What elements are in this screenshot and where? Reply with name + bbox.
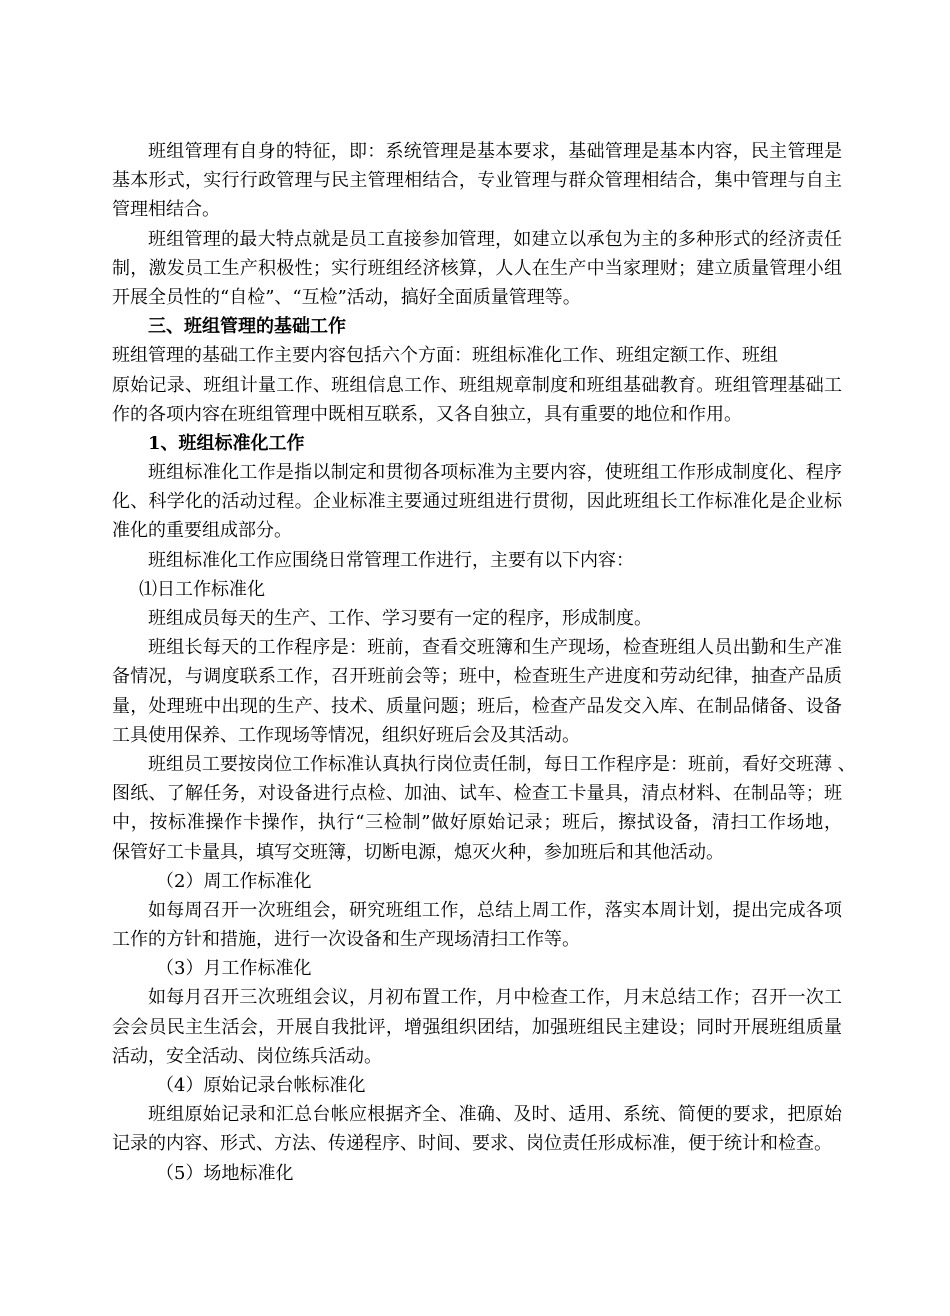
paragraph-line: 班组原始记录和汇总台帐应根据齐全、准确、及时、适用、系统、简便的要求，把原始 xyxy=(148,1104,842,1126)
paragraph-line: 会会员民主生活会，开展自我批评，增强组织团结，加强班组民主建设；同时开展班组质量 xyxy=(112,1016,842,1038)
item-heading: （4）原始记录台帐标准化 xyxy=(156,1075,366,1096)
paragraph-line: 活动，安全活动、岗位练兵活动。 xyxy=(112,1045,382,1067)
paragraph-line: 图纸、了解任务，对设备进行点检、加油、试车、检查工卡量具，清点材料、在制品等；班 xyxy=(112,783,842,805)
paragraph-line: 记录的内容、形式、方法、传递程序、时间、要求、岗位责任形成标准，便于统计和检查。 xyxy=(112,1133,832,1155)
section-heading: 三、班组管理的基础工作 xyxy=(148,316,346,338)
paragraph-line: 准化的重要组成部分。 xyxy=(112,520,292,542)
paragraph-line: 班组标准化工作应围绕日常管理工作进行，主要有以下内容： xyxy=(148,549,634,571)
paragraph-line: 班组标准化工作是指以制定和贯彻各项标准为主要内容，使班组工作形成制度化、程序 xyxy=(148,462,842,484)
item-heading: （2）周工作标准化 xyxy=(156,870,312,892)
paragraph-line: 班组管理有自身的特征，即：系统管理是基本要求，基础管理是基本内容，民主管理是 xyxy=(148,141,842,162)
paragraph-line: 基本形式，实行行政管理与民主管理相结合，专业管理与群众管理相结合，集中管理与自主 xyxy=(112,170,842,192)
paragraph-line: 如每周召开一次班组会，研究班组工作，总结上周工作，落实本周计划，提出完成各项 xyxy=(148,899,842,921)
paragraph-line: 开展全员性的“自检”、“互检”活动，搞好全面质量管理等。 xyxy=(112,286,581,308)
paragraph-line: 如每月召开三次班组会议，月初布置工作，月中检查工作，月末总结工作；召开一次工 xyxy=(148,987,842,1009)
paragraph-line: 作的各项内容在班组管理中既相互联系，又各自独立，具有重要的地位和作用。 xyxy=(112,403,742,425)
paragraph-line: 保管好工卡量具，填写交班簿，切断电源，熄灭火种，参加班后和其他活动。 xyxy=(112,841,724,863)
paragraph-line: 班组管理的基础工作主要内容包括六个方面：班组标准化工作、班组定额工作、班组 xyxy=(112,345,778,367)
item-heading: ⑴日工作标准化 xyxy=(139,578,265,600)
paragraph-line: 班组长每天的工作程序是：班前，查看交班簿和生产现场，检查班组人员出勤和生产准 xyxy=(148,637,842,659)
paragraph-line: 原始记录、班组计量工作、班组信息工作、班组规章制度和班组基础教育。班组管理基础工 xyxy=(112,374,842,396)
item-heading: （3）月工作标准化 xyxy=(156,958,312,980)
document-body xyxy=(112,137,856,1188)
paragraph-line: 化、科学化的活动过程。企业标准主要通过班组进行贯彻，因此班组长工作标准化是企业标 xyxy=(112,491,842,513)
paragraph-line: 工具使用保养、工作现场等情况，组织好班后会及其活动。 xyxy=(112,724,580,746)
paragraph-line: 中，按标准操作卡操作，执行“三检制”做好原始记录；班后，擦拭设备，清扫工作场地， xyxy=(112,812,842,834)
subsection-heading: 1、班组标准化工作 xyxy=(148,432,305,454)
paragraph-line: 备情况，与调度联系工作，召开班前会等；班中，检查班生产进度和劳动纪律，抽查产品质 xyxy=(112,666,842,688)
paragraph-line: 工作的方针和措施，进行一次设备和生产现场清扫工作等。 xyxy=(112,929,580,951)
paragraph-line: 量，处理班中出现的生产、技术、质量问题；班后，检查产品发交入库、在制品储备、设备 xyxy=(112,695,842,717)
paragraph-line: 班组成员每天的生产、工作、学习要有一定的程序，形成制度。 xyxy=(148,608,652,629)
paragraph-line: 班组管理的最大特点就是员工直接参加管理，如建立以承包为主的多种形式的经济责任 xyxy=(148,228,842,250)
paragraph-line: 制，激发员工生产积极性；实行班组经济核算，人人在生产中当家理财；建立质量管理小组 xyxy=(112,257,842,279)
item-heading: （5）场地标准化 xyxy=(156,1162,294,1184)
paragraph-line: 班组员工要按岗位工作标准认真执行岗位责任制，每日工作程序是：班前，看好交班薄 、 xyxy=(148,753,856,775)
paragraph-line: 管理相结合。 xyxy=(112,199,220,221)
